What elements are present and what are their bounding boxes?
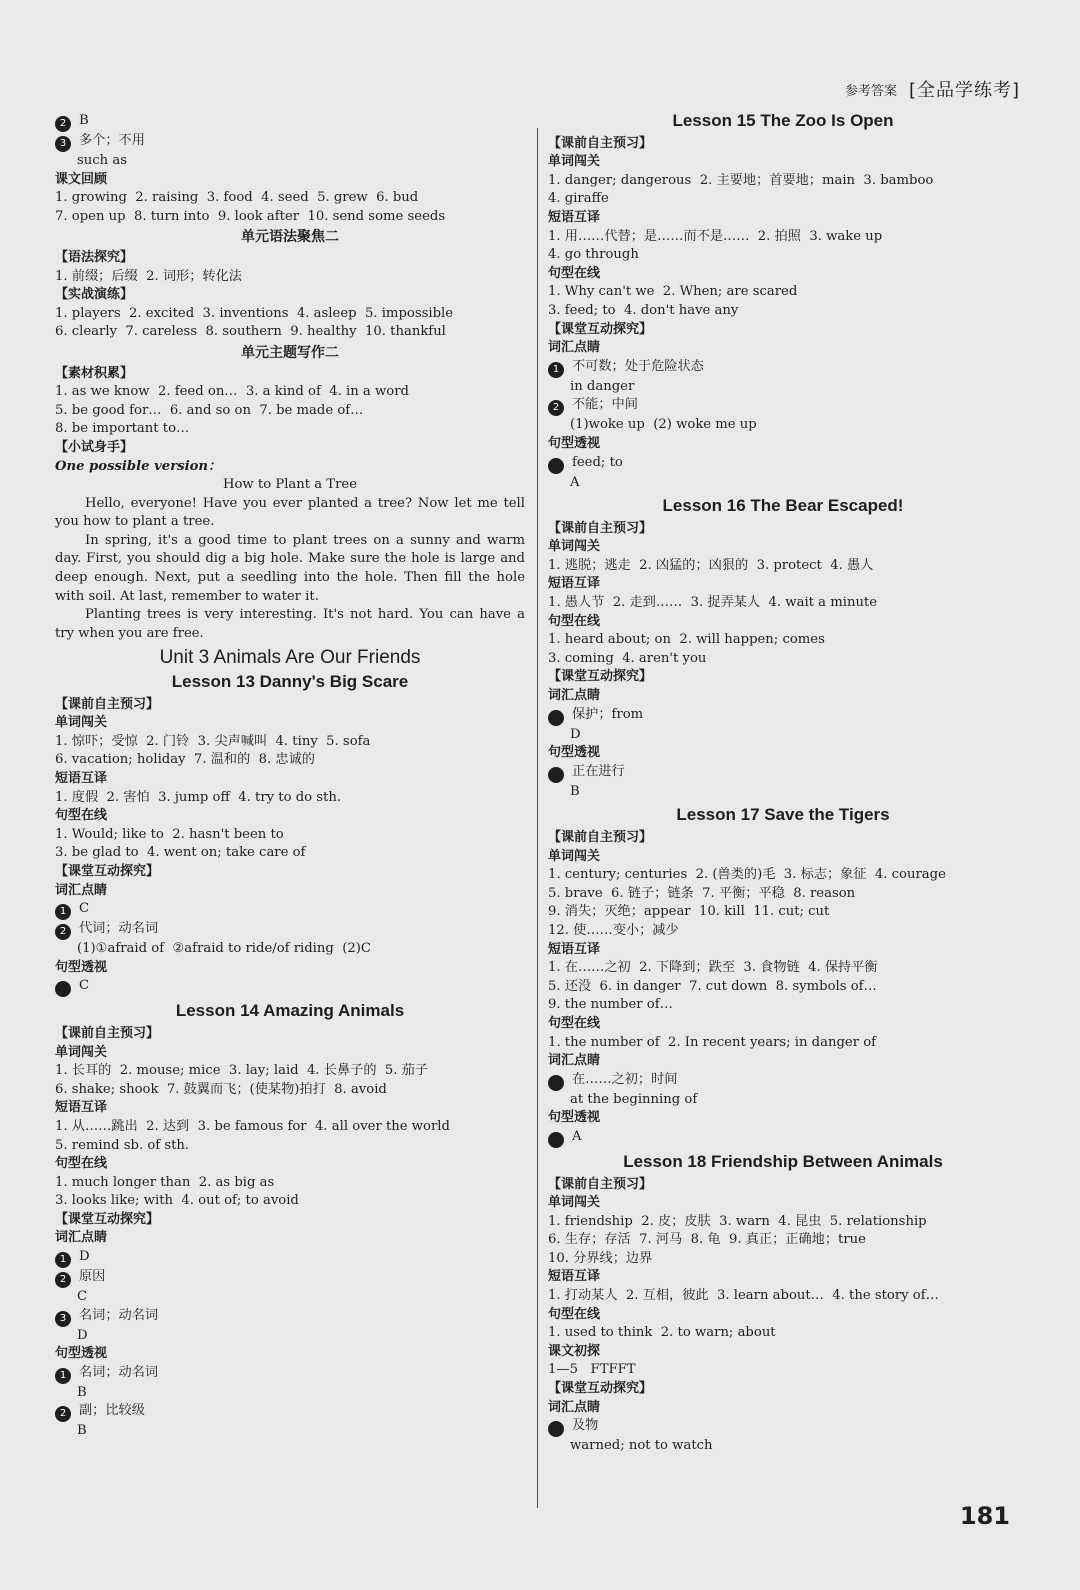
answer-line: 1. growing 2. raising 3. food 4. seed 5. grew 6. bud [55,190,419,206]
answer-line: 2 B [55,112,525,132]
section-label: 【课前自主预习】 [548,1176,653,1192]
answer-line: B [77,1423,87,1439]
answer-line: B [77,1384,87,1400]
section-label: 【课前自主预习】 [548,135,653,151]
section-label: 短语互译 [548,941,601,957]
lesson-title: Lesson 15 The Zoo Is Open [672,111,894,130]
answer-line: 1. Why can't we 2. When; are scared [548,284,798,300]
answer-line: C [77,1289,88,1305]
answer-line: 3 多个；不用 [55,132,525,152]
answer-line: 1. century; centuries 2. (兽类的)毛 3. 标志；象征 4. courage [548,867,946,883]
answer-line: 4. go through [548,247,639,263]
answer-line: 3. be glad to 4. went on; take care of [55,845,306,861]
unit-title: Unit 3 Animals Are Our Friends [159,647,421,669]
answer-line: 1. 逃脱；逃走 2. 凶猛的；凶狠的 3. protect 4. 愚人 [548,557,874,573]
answer-line: 5. remind sb. of sth. [55,1137,190,1153]
num-2-badge: 2 [548,400,564,416]
answer-line: 1. used to think 2. to warn; about [548,1325,776,1341]
num-2-badge: 2 [55,924,71,940]
section-label: 课文回顾 [55,171,108,187]
answer-line: 1. the number of 2. In recent years; in danger of [548,1034,877,1050]
header-brand: [全品学练考] [908,80,1020,101]
num-1-badge: 1 [55,1368,71,1384]
dot-badge [548,710,564,726]
answer-line: 4. giraffe [548,191,609,207]
section-label: 句型在线 [548,265,601,281]
answer-line: 1. much longer than 2. as big as [55,1174,275,1190]
answer-line: D [77,1327,88,1343]
dot-badge [55,981,71,997]
answer-line: B [570,783,580,799]
section-label: 短语互译 [548,209,601,225]
answer-line: 1. 在……之初 2. 下降到；跌至 3. 食物链 4. 保持平衡 [548,960,878,976]
section-label: 短语互译 [548,1269,601,1285]
answer-line: 1. 度假 2. 害怕 3. jump off 4. try to do sth. [55,789,342,805]
answer-line: feed; to [548,454,1018,474]
answer-line: 6. clearly 7. careless 8. southern 9. healthy 10. thankful [55,324,446,340]
answer-line: 6. vacation; holiday 7. 温和的 8. 忠诚的 [55,752,315,768]
answer-line: 及物 [548,1417,1018,1437]
num-2-badge: 2 [55,116,71,132]
answer-line: 5. 还没 6. in danger 7. cut down 8. symbols of… [548,978,877,994]
lesson-title: Lesson 16 The Bear Escaped! [662,496,904,516]
answer-line: 1. 前缀；后缀 2. 词形；转化法 [55,268,242,284]
section-label: 单词闯关 [55,715,108,731]
answer-line: 1. 从……跳出 2. 达到 3. be famous for 4. all over the world [55,1118,450,1134]
num-1-badge: 1 [55,1252,71,1268]
section-label: 句型在线 [548,613,601,629]
answer-line: 1. as we know 2. feed on… 3. a kind of 4. in a word [55,384,409,400]
dot-badge [548,1132,564,1148]
essay-paragraph: Hello, everyone! Have you ever planted a tree? Now let me tell you how to plant a tree. [55,495,525,530]
answer-line: (1)woke up (2) woke me up [570,417,757,433]
section-label: 词汇点睛 [548,1053,601,1069]
answer-line: 12. 使……变小；减少 [548,922,679,938]
page-header [845,76,1020,102]
section-label: 单词闯关 [55,1044,108,1060]
section-label: 句型在线 [55,1156,108,1172]
answer-line: 2 不能；中间 [548,396,1018,416]
section-label: 【课前自主预习】 [55,1025,160,1041]
answer-line: 在……之初；时间 [548,1071,1018,1091]
section-label: 词汇点睛 [548,340,601,356]
section-label: 单词闯关 [548,539,601,555]
section-label: 【课堂互动探究】 [548,1381,653,1397]
section-label: 词汇点睛 [548,1399,601,1415]
version-label: One possible version： [55,458,222,474]
answer-line: 1—5 FTFFT [548,1362,636,1378]
section-label: 句型在线 [548,1306,601,1322]
section-label: 【课堂互动探究】 [548,321,653,337]
essay-paragraph: Planting trees is very interesting. It's not hard. You can have a try when you are free. [55,607,525,641]
section-label: 句型在线 [548,1015,601,1031]
answer-line: D [570,726,581,742]
section-label: 【课堂互动探究】 [55,863,160,879]
answer-line: 1. 用……代替；是……而不是…… 2. 拍照 3. wake up [548,228,883,244]
section-label: 单词闯关 [548,1195,601,1211]
dot-badge [548,1075,564,1091]
section-label: 词汇点睛 [548,688,601,704]
answer-line: 1 D [55,1248,525,1268]
num-2-badge: 2 [55,1406,71,1422]
section-label: 词汇点睛 [55,882,108,898]
num-3-badge: 3 [55,1311,71,1327]
header-ref: 参考答案 [844,83,897,99]
answer-line: 2 原因 [55,1268,525,1288]
section-label: 单词闯关 [548,848,601,864]
num-2-badge: 2 [55,1272,71,1288]
section-label: 词汇点睛 [55,1230,108,1246]
answer-line: 1. 打动某人 2. 互相，彼此 3. learn about… 4. the story of… [548,1288,939,1304]
answer-line: A [570,474,580,490]
answer-line: 3 名词；动名词 [55,1307,525,1327]
answer-line: 3. coming 4. aren't you [548,650,707,666]
section-label: 句型透视 [548,745,601,761]
dot-badge [548,1421,564,1437]
answer-line: 1. heard about; on 2. will happen; comes [548,632,825,648]
answer-line: such as [77,153,127,168]
essay-title: How to Plant a Tree [222,477,358,493]
answer-line: 1 名词；动名词 [55,1364,525,1384]
answer-line: 6. 生存；存活 7. 河马 8. 龟 9. 真正；正确地；true [548,1232,866,1248]
section-label: 短语互译 [55,1100,108,1116]
num-1-badge: 1 [548,362,564,378]
section-heading: 单元主题写作二 [241,344,339,361]
answer-line: 1. danger; dangerous 2. 主要地；首要地；main 3. bamboo [548,172,934,188]
dot-badge [548,458,564,474]
num-3-badge: 3 [55,136,71,152]
answer-line: 9. the number of… [548,997,673,1013]
answer-line: 1 不可数；处于危险状态 [548,358,1018,378]
answer-line: 1. 长耳的 2. mouse; mice 3. lay; laid 4. 长鼻子的 5. 茄子 [55,1063,429,1079]
section-label: 【实战演练】 [55,287,134,303]
section-label: 【课堂互动探究】 [55,1211,160,1227]
section-label: 短语互译 [548,576,601,592]
section-heading: 单元语法聚焦二 [241,229,339,246]
answer-line: 1. friendship 2. 皮；皮肤 3. warn 4. 昆虫 5. relationship [548,1213,927,1229]
right-column [548,112,1018,1456]
answer-line: at the beginning of [570,1091,698,1107]
answer-line: 5. be good for… 6. and so on 7. be made of… [55,402,364,418]
section-label: 句型透视 [548,435,601,451]
answer-line: 9. 消失；灭绝；appear 10. kill 11. cut; cut [548,904,830,920]
section-label: 【课前自主预习】 [548,520,653,536]
answer-line: 正在进行 [548,763,1018,783]
answer-line: C [55,977,525,997]
essay-paragraph: In spring, it's a good time to plant trees on a sunny and warm day. First, you should dig a big hole. Make sure the hole is large and deep enough. Next, put a seedling into the hole. Then fill the hole with soil. At last, remember to water it. [55,532,525,604]
page-number: 181 [959,1502,1010,1530]
answer-line: 1. 惊吓；受惊 2. 门铃 3. 尖声喊叫 4. tiny 5. sofa [55,733,371,749]
lesson-title: Lesson 13 Danny's Big Scare [171,672,409,692]
answer-line: in danger [570,378,635,394]
section-label: 【课前自主预习】 [548,830,653,845]
answer-line: 1. players 2. excited 3. inventions 4. asleep 5. impossible [55,305,454,321]
answer-line: 7. open up 8. turn into 9. look after 10. send some seeds [55,208,446,224]
answer-line: (1)①afraid of ②afraid to ride/of riding (2)C [77,941,371,957]
answer-line: 1. 愚人节 2. 走到…… 3. 捉弄某人 4. wait a minute [548,595,878,611]
answer-line: warned; not to watch [570,1438,713,1454]
lesson-title: Lesson 18 Friendship Between Animals [623,1151,943,1171]
section-label: 课文初探 [548,1343,601,1359]
answer-line: 3. feed; to 4. don't have any [548,302,739,318]
section-label: 句型透视 [55,1346,108,1362]
answer-line: 10. 分界线；边界 [548,1250,653,1266]
answer-line: A [548,1128,1018,1148]
section-label: 句型在线 [55,808,108,824]
dot-badge [548,767,564,783]
section-label: 【小试身手】 [55,439,134,455]
section-label: 【语法探究】 [55,249,134,265]
section-label: 【课前自主预习】 [55,696,160,712]
answer-line: 1. Would; like to 2. hasn't been to [55,826,284,842]
column-divider [537,128,538,1508]
answer-line: 5. brave 6. 链子；链条 7. 平衡；平稳 8. reason [548,885,856,901]
section-label: 【课堂互动探究】 [548,669,653,685]
answer-line: 2 代词；动名词 [55,920,525,940]
answer-line: 1 C [55,900,525,920]
section-label: 短语互译 [55,771,108,786]
lesson-title: Lesson 17 Save the Tigers [676,805,890,825]
lesson-title: Lesson 14 Amazing Animals [175,1001,405,1021]
answer-line: 3. looks like; with 4. out of; to avoid [55,1193,299,1209]
section-label: 【素材积累】 [55,365,134,381]
section-label: 句型透视 [548,1110,601,1126]
section-label: 句型透视 [55,959,108,975]
answer-line: 2 副；比较级 [55,1402,525,1422]
left-column [55,112,525,1441]
answer-line: 6. shake; shook 7. 鼓翼而飞；(使某物)拍打 8. avoid [55,1081,387,1097]
answer-line: 保护；from [548,706,1018,726]
answer-line: 8. be important to… [55,421,190,437]
num-1-badge: 1 [55,904,71,920]
section-label: 单词闯关 [548,154,601,170]
